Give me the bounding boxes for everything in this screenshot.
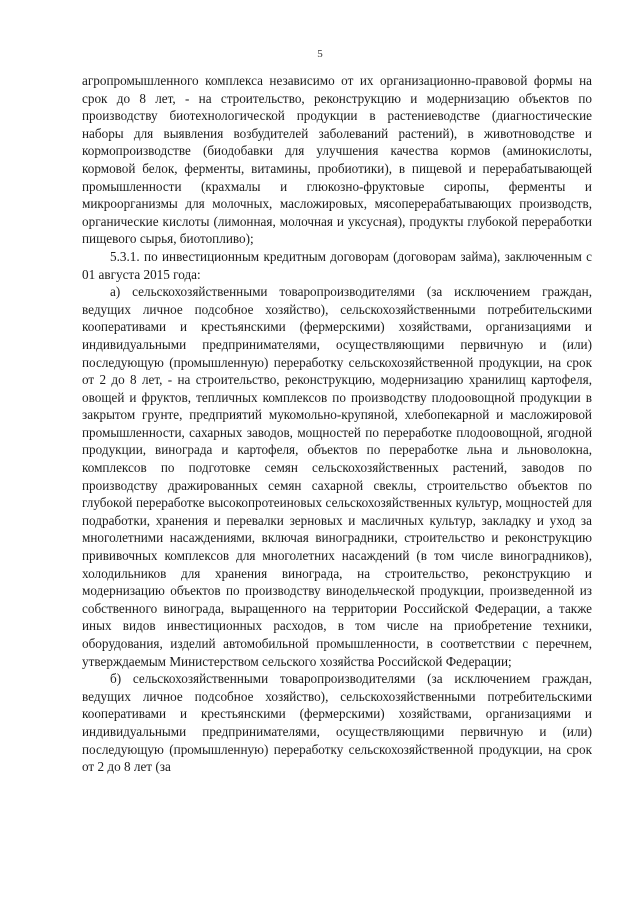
paragraph-item-a: а) сельскохозяйственными товаропроизводителями (за исключением граждан, ведущих личное подсобное хозяйство), сельскохозяйственными потребительскими кооперативами и крестьянскими (фермерскими) хозяйствами, организациями и индивидуальными предпринимателями, осуществляющими первичную и (или) последующую (промышленную) переработку сельскохозяйственной продукции, на срок от 2 до 8 лет, - на строительство, реконструкцию, модернизацию хранилищ картофеля, овощей и фруктов, тепличных комплексов по производству плодоовощной продукции в закрытом грунте, предприятий мукомольно-крупяной, хлебопекарной и масложировой промышленности, сахарных заводов, мощностей по переработке плодоовощной, ягодной продукции, винограда и картофеля, объектов по переработке льна и льноволокна, комплексов по подготовке семян сельскохозяйственных растений, заводов по производству дражированных семян сахарной свеклы, строительство объектов по глубокой переработке высокопротеиновых сельскохозяйственных культур, мощностей для подработки, хранения и перевалки зерновых и масличных культур, закладку и уход за многолетними насаждениями, включая виноградники, строительство и реконструкцию прививочных комплексов для многолетних насаждений (в том числе виноградников), холодильников для хранения винограда, на строительство, реконструкцию и модернизацию объектов по производству винодельческой продукции, произведенной из собственного винограда, выращенного на территории Российской Федерации, а также иных видов инвестиционных расходов, в том числе на приобретение техники, оборудования, изделий автомобильной промышленности, в соответствии с перечнем, утверждаемым Министерством сельского хозяйства Российской Федерации; (82, 284, 592, 669)
body-text (82, 72, 592, 776)
page-number: 5 (317, 48, 323, 60)
paragraph-continuation: агропромышленного комплекса независимо от их организационно-правовой формы на срок до 8 лет, - на строительство, реконструкцию и модернизацию объектов по производству биотехнологической продукции в растениеводстве (диагностические наборы для выявления возбудителей заболеваний растений), в животноводстве и кормопроизводстве (биодобавки для улучшения качества кормов (аминокислоты, кормовой белок, ферменты, витамины, пробиотики), в пищевой и перерабатывающей промышленности (крахмалы и глюкозно-фруктовые сиропы, ферменты и микроорганизмы для молочных, масложировых, мясоперерабатывающих производств, органические кислоты (лимонная, молочная и уксусная), продукты глубокой переработки пищевого сырья, биотопливо); (82, 73, 592, 247)
paragraph-clause-5-3-1: 5.3.1. по инвестиционным кредитным договорам (договорам займа), заключенным с 01 августа 2015 года: (82, 248, 592, 282)
paragraph-item-b: б) сельскохозяйственными товаропроизводителями (за исключением граждан, ведущих личное подсобное хозяйство), сельскохозяйственными потребительскими кооперативами и крестьянскими (фермерскими) хозяйствами, организациями и индивидуальными предпринимателями, осуществляющими первичную и (или) последующую (промышленную) переработку сельскохозяйственной продукции, на срок от 2 до 8 лет (за (82, 671, 592, 775)
